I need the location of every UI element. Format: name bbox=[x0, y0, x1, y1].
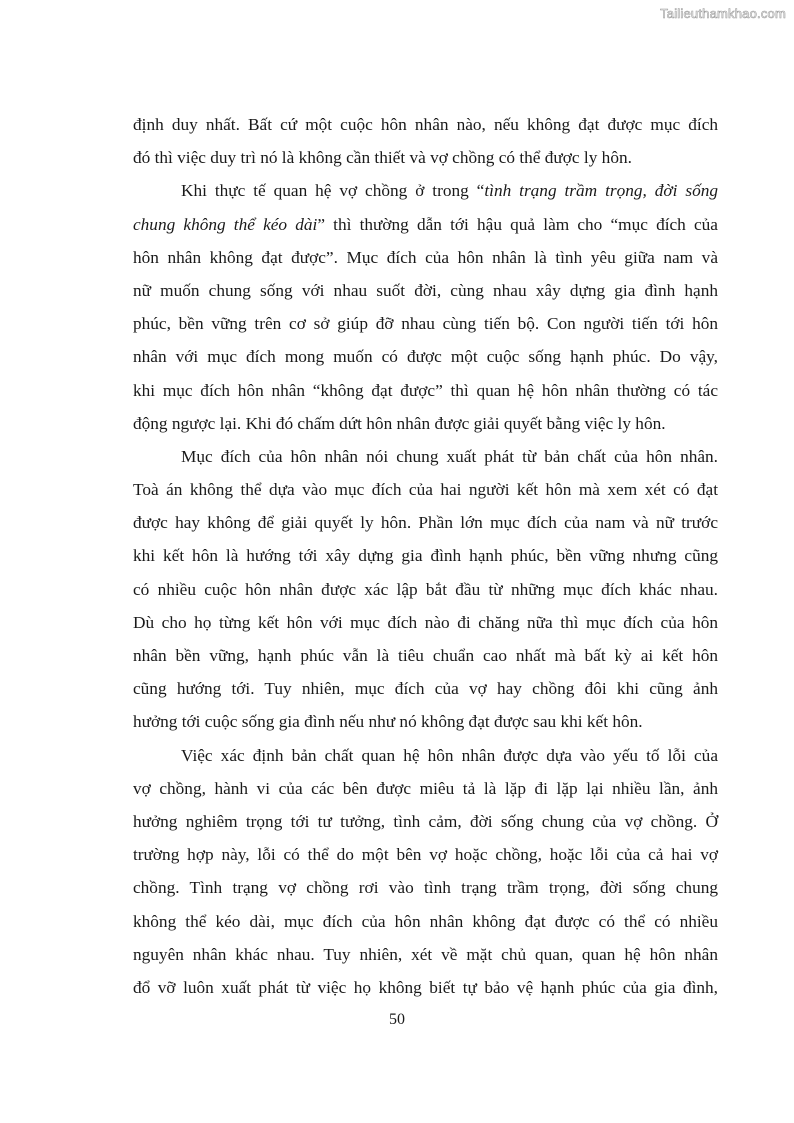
text-line: được hay không để giải quyết ly hôn. Phần lớn mục đích của nam và nữ trước bbox=[133, 513, 718, 533]
text-line bbox=[133, 208, 718, 241]
text-line: Toà án không thể dựa vào mục đích của hai người kết hôn mà xem xét có đạt bbox=[133, 480, 718, 500]
text-line bbox=[133, 174, 718, 207]
text-line: nguyên nhân khác nhau. Tuy nhiên, xét về mặt chủ quan, quan hệ hôn nhân bbox=[133, 944, 718, 964]
text-line: nhân bền vững, hạnh phúc vẫn là tiêu chuẩn cao nhất mà bất kỳ ai kết hôn bbox=[133, 646, 718, 665]
text-run: Khi thực tế quan hệ vợ chồng ở trong “ bbox=[181, 181, 485, 201]
text-line: cũng hướng tới. Tuy nhiên, mục đích của vợ hay chồng đôi khi cũng ảnh bbox=[133, 679, 718, 699]
text-line: Dù cho họ từng kết hôn với mục đích nào đi chăng nữa thì mục đích của hôn bbox=[133, 612, 718, 632]
italic-run: chung không thể kéo dài bbox=[133, 214, 318, 234]
text-line: không thể kéo dài, mục đích của hôn nhân không đạt được có thể có nhiều bbox=[133, 911, 718, 931]
text-line: trường hợp này, lỗi có thể do một bên vợ hoặc chồng, hoặc lỗi của cả hai vợ bbox=[133, 845, 718, 865]
text-line: khi mục đích hôn nhân “không đạt được” thì quan hệ hôn nhân thường có tác bbox=[133, 380, 718, 400]
text-line: hưởng tới cuộc sống gia đình nếu như nó không đạt được sau khi kết hôn. bbox=[133, 712, 643, 732]
text-line: chồng. Tình trạng vợ chồng rơi vào tình trạng trầm trọng, đời sống chung bbox=[133, 878, 718, 898]
text-line: khi kết hôn là hướng tới xây dựng gia đình hạnh phúc, bền vững nhưng cũng bbox=[133, 546, 718, 566]
text-line: hôn nhân không đạt được”. Mục đích của hôn nhân là tình yêu giữa nam và bbox=[133, 247, 718, 267]
text-line: đó thì việc duy trì nó là không cần thiết và vợ chồng có thể được ly hôn. bbox=[133, 148, 632, 168]
text-line: hưởng nghiêm trọng tới tư tưởng, tình cảm, đời sống chung của vợ chồng. Ở bbox=[133, 811, 718, 831]
document-body bbox=[133, 108, 718, 1004]
text-line: Việc xác định bản chất quan hệ hôn nhân được dựa vào yếu tố lỗi của bbox=[181, 745, 718, 765]
text-line: động ngược lại. Khi đó chấm dứt hôn nhân được giải quyết bằng việc ly hôn. bbox=[133, 413, 666, 433]
text-line: định duy nhất. Bất cứ một cuộc hôn nhân nào, nếu không đạt được mục đích bbox=[133, 115, 718, 134]
text-line: có nhiều cuộc hôn nhân được xác lập bắt đầu từ những mục đích khác nhau. bbox=[133, 579, 718, 599]
text-line: nữ muốn chung sống với nhau suốt đời, cùng nhau xây dựng gia đình hạnh bbox=[133, 280, 718, 300]
page-number: 50 bbox=[389, 1011, 405, 1028]
text-run: ” thì thường dẫn tới hậu quả làm cho “mục đích của bbox=[317, 214, 718, 234]
text-line: Mục đích của hôn nhân nói chung xuất phát từ bản chất của hôn nhân. bbox=[181, 446, 718, 466]
text-line: vợ chồng, hành vi của các bên được miêu tả là lặp đi lặp lại nhiều lần, ảnh bbox=[133, 778, 718, 798]
text-line: phúc, bền vững trên cơ sở giúp đỡ nhau cùng tiến bộ. Con người tiến tới hôn bbox=[133, 314, 718, 334]
watermark-logo: Tailieuthamkhao.com bbox=[660, 6, 786, 21]
text-line: nhân với mục đích mong muốn có được một cuộc sống hạnh phúc. Do vậy, bbox=[133, 347, 718, 367]
text-line: đổ vỡ luôn xuất phát từ việc họ không biết tự bảo vệ hạnh phúc của gia đình, bbox=[133, 977, 718, 997]
italic-run: tình trạng trầm trọng, đời sống bbox=[484, 181, 718, 201]
